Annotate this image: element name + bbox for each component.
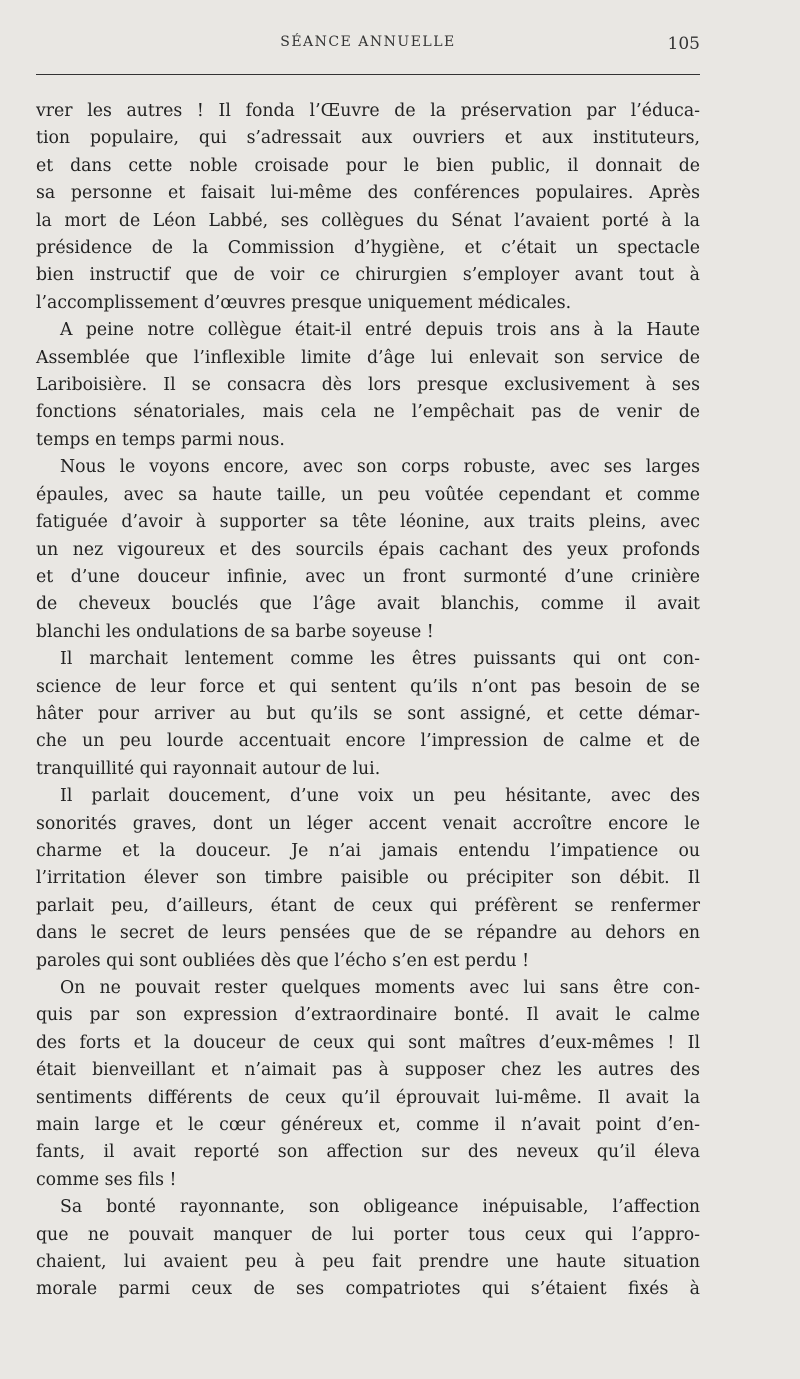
text-line: quis par son expression d’extraordinaire bonté. Il avait le calme [36, 1005, 700, 1026]
text-line: Nous le voyons encore, avec son corps robuste, avec ses larges [60, 457, 700, 478]
text-line: On ne pouvait rester quelques moments avec lui sans être con- [60, 978, 700, 998]
text-line: sa personne et faisait lui-même des conférences populaires. Après [36, 183, 700, 204]
text-line: et d’une douceur infinie, avec un front surmonté d’une crinière [36, 566, 700, 587]
text-line: temps en temps parmi nous. [36, 429, 285, 450]
text-line: la mort de Léon Labbé, ses collègues du Sénat l’avaient porté à la [36, 210, 700, 231]
text-line: morale parmi ceux de ses compatriotes qui s’étaient fixés à [36, 1279, 700, 1300]
text-line: comme ses fils ! [36, 1169, 177, 1190]
text-line: science de leur force et qui sentent qu’ils n’ont pas besoin de se [36, 676, 700, 697]
running-header [36, 34, 700, 58]
text-line: Sa bonté rayonnante, son obligeance inépuisable, l’affection [60, 1197, 700, 1218]
text-line: tranquillité qui rayonnait autour de lui. [36, 758, 381, 779]
text-line: sonorités graves, dont un léger accent venait accroître encore le [36, 813, 700, 834]
text-line: sentiments différents de ceux qu’il éprouvait lui-même. Il avait la [36, 1087, 700, 1108]
text-line: que ne pouvait manquer de lui porter tous ceux qui l’appro- [36, 1224, 700, 1245]
paragraph [36, 454, 700, 646]
text-line: Lariboisière. Il se consacra dès lors presque exclusivement à ses [36, 375, 700, 396]
text-line: Il parlait doucement, d’une voix un peu hésitante, avec des [60, 786, 700, 807]
text-line: bien instructif que de voir ce chirurgien s’employer avant tout à [36, 265, 700, 286]
text-line: A peine notre collègue était-il entré depuis trois ans à la Haute [60, 320, 700, 341]
paragraph [36, 783, 700, 975]
text-line: et dans cette noble croisade pour le bien public, il donnait de [36, 155, 700, 176]
paragraph [36, 975, 700, 1194]
text-line: présidence de la Commission d’hygiène, et c’était un spectacle [36, 238, 700, 259]
text-line: che un peu lourde accentuait encore l’impression de calme et de [36, 731, 700, 752]
text-line: épaules, avec sa haute taille, un peu voûtée cependant et comme [36, 484, 700, 505]
text-line: fonctions sénatoriales, mais cela ne l’empêchait pas de venir de [36, 402, 700, 423]
text-line: Il marchait lentement comme les êtres puissants qui ont con- [60, 649, 700, 670]
text-line: main large et le cœur généreux et, comme il n’avait point d’en- [36, 1115, 700, 1136]
text-line: dans le secret de leurs pensées que de se répandre au dehors en [36, 923, 700, 944]
text-line: l’accomplissement d’œuvres presque uniquement médicales. [36, 292, 572, 313]
paragraph [36, 317, 700, 454]
text-line: blanchi les ondulations de sa barbe soyeuse ! [36, 621, 434, 642]
text-line: était bienveillant et n’aimait pas à supposer chez les autres des [36, 1060, 700, 1081]
text-line: tion populaire, qui s’adressait aux ouvriers et aux instituteurs, [36, 128, 700, 149]
text-line: l’irritation élever son timbre paisible ou précipiter son débit. Il [36, 868, 700, 889]
page-number: 105 [667, 34, 700, 54]
text-line: de cheveux bouclés que l’âge avait blanchis, comme il avait [36, 594, 700, 615]
text-line: un nez vigoureux et des sourcils épais cachant des yeux profonds [36, 539, 700, 560]
text-line: vrer les autres ! Il fonda l’Œuvre de la préservation par l’éduca- [36, 101, 700, 121]
header-rule [36, 74, 700, 75]
text-line: fants, il avait reporté son affection sur des neveux qu’il éleva [36, 1142, 700, 1163]
text-line: charme et la douceur. Je n’ai jamais entendu l’impatience ou [36, 840, 700, 861]
body-text [36, 98, 700, 1304]
text-line: hâter pour arriver au but qu’ils se sont assigné, et cette démar- [36, 703, 700, 724]
text-line: fatiguée d’avoir à supporter sa tête léonine, aux traits pleins, avec [36, 512, 700, 533]
paragraph [36, 646, 700, 783]
paragraph [36, 98, 700, 317]
text-line: parlait peu, d’ailleurs, étant de ceux qui préfèrent se renfermer [36, 895, 700, 916]
paragraph [36, 1194, 700, 1304]
text-line: chaient, lui avaient peu à peu fait prendre une haute situation [36, 1252, 700, 1273]
text-line: paroles qui sont oubliées dès que l’écho s’en est perdu ! [36, 950, 530, 971]
text-line: Assemblée que l’inflexible limite d’âge lui enlevait son service de [36, 347, 700, 368]
running-title: SÉANCE ANNUELLE [280, 34, 456, 50]
text-line: des forts et la douceur de ceux qui sont maîtres d’eux-mêmes ! Il [36, 1032, 700, 1053]
